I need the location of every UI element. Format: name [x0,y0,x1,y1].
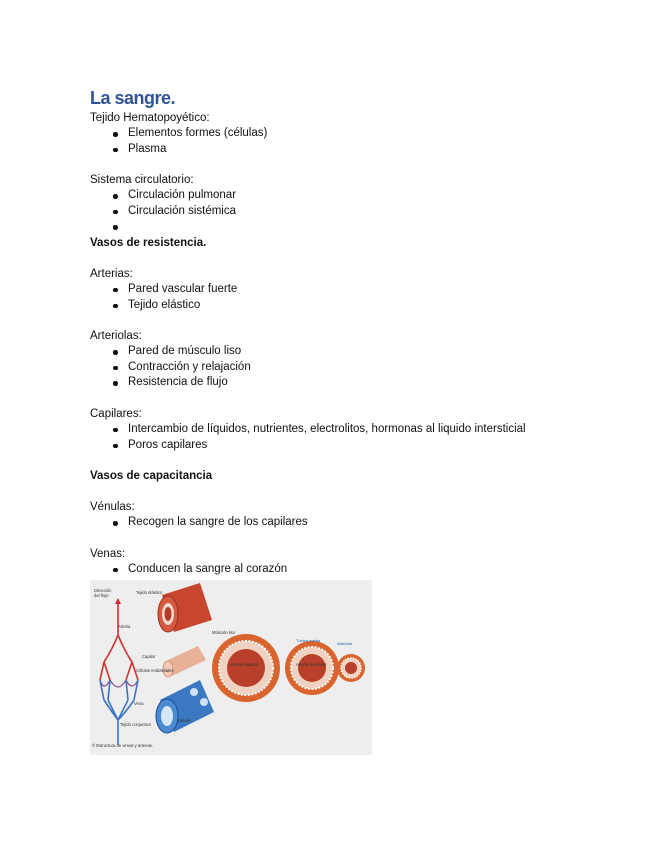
label-arteriole: Arteriola [337,641,352,646]
label-elastic-artery: Arteria elástica [230,662,258,667]
list-item: Recogen la sangre de los capilares [90,515,590,531]
label-valve: Válvula [177,718,191,723]
list-item: Circulación sistémica [90,204,590,220]
artery-cross-section [212,634,280,702]
section-heading: Arteriolas: [90,330,142,343]
list-item: Tejido elástico [90,298,590,314]
label-capillary: Capilar [142,654,156,659]
list-item: Pared de músculo liso [90,344,590,360]
section-heading: Venas: [90,547,126,560]
document-body [90,86,590,577]
list-item: Conducen la sangre al corazón [90,562,590,578]
blood-vessel-figure [90,580,372,755]
bullet-list [90,422,590,453]
section-heading: Tejido Hematopoyético: [90,112,210,124]
label-elastic-tissue: Tejido elástico [136,590,163,595]
label-vein: Vena [134,701,144,706]
label-endothelial-cell: Células endoteliales [136,668,174,673]
list-item: Poros capilares [90,438,590,454]
section-heading: Vénulas: [90,501,135,514]
list-item: Plasma [90,142,590,158]
label-direction-flow-2: del flujo [94,593,109,598]
page-title: La sangre. [90,88,176,108]
bullet-list [90,562,590,578]
list-item: Resistencia de flujo [90,375,590,391]
arteriole-cross-section [285,641,339,695]
bullet-list [90,188,590,235]
list-item: Intercambio de líquidos, nutrientes, electrolitos, hormonas al liquido intersticial [90,422,590,438]
list-item: Pared vascular fuerte [90,282,590,298]
label-artery: Arteria [118,624,131,629]
label-tunica: Túnica media [296,638,321,643]
figure-caption: © Estructura de venas y arterias. [92,743,154,748]
list-item-empty [90,219,590,235]
label-connective-tissue: Tejido conjuntivo [120,722,151,727]
vein-cross-section [337,654,365,682]
bold-heading: Vasos de capacitancia [90,470,213,483]
label-muscular-artery: Arteria muscular [296,662,327,667]
list-item: Circulación pulmonar [90,188,590,204]
vessel-illustration [90,580,372,755]
label-direction-flow: Dirección [94,588,112,593]
list-item: Contracción y relajación [90,360,590,376]
vein-tube [156,680,214,733]
list-item: Elementos formes (células) [90,126,590,142]
section-heading: Capilares: [90,407,142,420]
section-heading: Sistema circulatorio: [90,174,194,187]
bold-heading: Vasos de resistencia. [90,236,207,249]
label-smooth-muscle: Músculo liso [212,630,236,635]
bullet-list [90,344,590,391]
artery-tube [158,583,212,632]
bullet-list [90,282,590,313]
bullet-list [90,515,590,531]
section-heading: Arterias: [90,267,133,280]
bullet-list [90,126,590,157]
